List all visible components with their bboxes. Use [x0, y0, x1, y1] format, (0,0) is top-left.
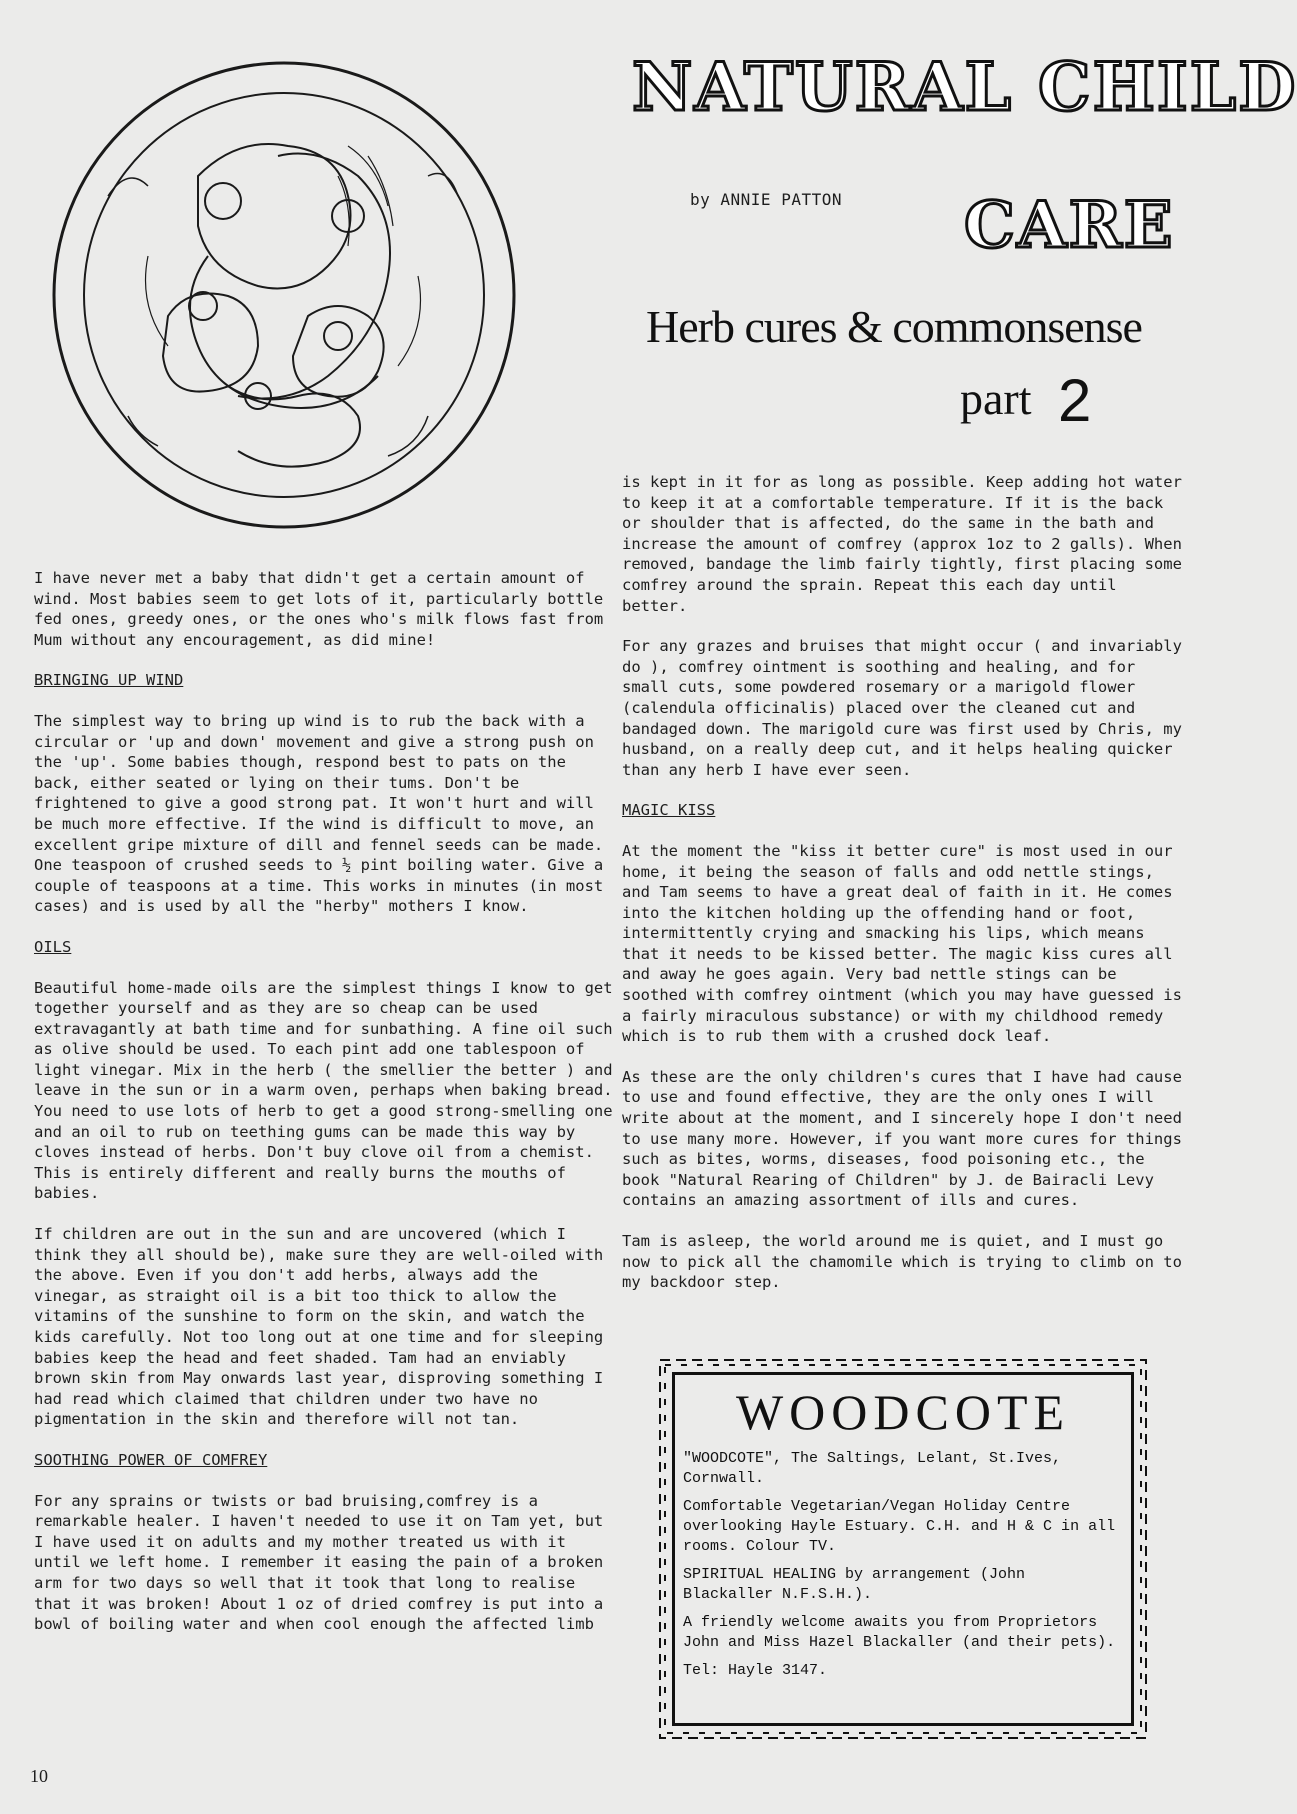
- woodcote-advertisement: [672, 1372, 1134, 1726]
- paragraph-cures: As these are the only children's cures that I have had cause to use and found effective, they are the only ones I will write about at the moment, and I sincerely hope I don't need to use many more. However, if you want more cures for things such as bites, worms, diseases, food poisoning etc., the book "Natural Rearing of Children" by J. de Bairacli Levy contains an amazing assortment of ills and cures.: [622, 1067, 1182, 1210]
- heading-oils: OILS: [34, 937, 72, 956]
- page-number: 10: [30, 1766, 48, 1786]
- mother-and-children-illustration: [48, 56, 520, 534]
- title-care: CARE: [964, 188, 1175, 263]
- paragraph-oils: Beautiful home-made oils are the simplest things I know to get together yourself and as they are so cheap can be used extravagantly at bath time and for sunbathing. A fine oil such as olive should be used. To each pint add one tablespoon of light vinegar. Mix in the herb ( the smellier the better ) and leave in the sun or in a warm oven, perhaps when baking bread. You need to use lots of herb to get a good strong-smelling one and an oil to rub on teething gums can be made this way by cloves instead of herbs. Don't buy clove oil from a chemist. This is entirely different and really burns the mouths of babies.: [34, 978, 613, 1203]
- subtitle: Herb cures & commonsense: [646, 301, 1142, 352]
- title-natural-child: NATURAL CHILD: [632, 48, 1297, 126]
- part-number: 2: [1058, 367, 1092, 434]
- paragraph-kiss: At the moment the "kiss it better cure" is most used in our home, it being the season of falls and odd nettle stings, and Tam seems to have a great deal of faith in it. He comes into the kitchen holding up the offending hand or foot, intermittently crying and smacking his lips, which means that it needs to be kissed better. The magic kiss cures all and away he goes again. Very bad nettle stings can be soothed with comfrey ointment (which you may have guessed is a fairly miraculous substance) or with my childhood remedy which is to rub them with a crushed dock leaf.: [622, 841, 1182, 1046]
- paragraph-closing: Tam is asleep, the world around me is quiet, and I must go now to pick all the chamomile which is trying to climb on to my backdoor step.: [622, 1232, 1182, 1292]
- ad-description: Comfortable Vegetarian/Vegan Holiday Centre overlooking Hayle Estuary. C.H. and H & C in all rooms. Colour TV.: [683, 1498, 1116, 1555]
- heading-magic-kiss: MAGIC KISS: [622, 801, 716, 820]
- ad-telephone: Tel: Hayle 3147.: [683, 1662, 828, 1679]
- heading-bringing-up-wind: BRINGING UP WIND: [34, 671, 184, 690]
- left-column: [34, 568, 614, 1655]
- paragraph-continued: is kept in it for as long as possible. Keep adding hot water to keep it at a comfortable temperature. If it is the back or shoulder that is affected, do the same in the bath and increase the amount of comfrey (approx 1oz to 2 galls). When removed, bandage the limb fairly tightly, first placing some comfrey around the sprain. Repeat this each day until better.: [622, 473, 1182, 615]
- paragraph-sun: If children are out in the sun and are uncovered (which I think they all should be), make sure they are well-oiled with the above. Even if you don't add herbs, always add the vinegar, as straight oil is a bit too thick to allow the vitamins of the sunshine to form on the skin, and watch the kids carefully. Not too long out at one time and for sleeping babies keep the head and feet shaded. Tam had an enviably brown skin from May onwards last year, disproving something I had read which claimed that children under two have no pigmentation in the skin and therefore will not tan.: [34, 1225, 604, 1429]
- byline: by ANNIE PATTON: [690, 190, 842, 209]
- paragraph-intro: I have never met a baby that didn't get a certain amount of wind. Most babies seem to get lots of it, particularly bottle fed ones, greedy ones, or the ones who's milk flows fast from Mum without any encouragement, as did mine!: [34, 569, 604, 649]
- paragraph-wind: The simplest way to bring up wind is to rub the back with a circular or 'up and down' movement and give a strong push on the 'up'. Some babies though, respond best to pats on the back, either seated or lying on their tums. Don't be frightened to give a good strong pat. It won't hurt and will be much more effective. If the wind is difficult to move, an excellent gripe mixture of dill and fennel seeds can be made. One teaspoon of crushed seeds to ½ pint boiling water. Give a couple of teaspoons at a time. This works in minutes (in most cases) and is used by all the "herby" mothers I know.: [34, 711, 604, 916]
- ad-healing: SPIRITUAL HEALING by arrangement (John Blackaller N.F.S.H.).: [683, 1566, 1026, 1603]
- mother-and-children-circle-illustration-icon: [48, 56, 520, 534]
- paragraph-grazes: For any grazes and bruises that might occur ( and invariably do ), comfrey ointment is soothing and healing, and for small cuts, some powdered rosemary or a marigold flower (calendula officinalis) placed over the cleaned cut and bandaged down. The marigold cure was first used by Chris, my husband, on a really deep cut, and it helps healing quicker than any herb I have ever seen.: [622, 637, 1182, 779]
- ad-title: WOODCOTE: [735, 1384, 1071, 1440]
- heading-comfrey: SOOTHING POWER OF COMFREY: [34, 1450, 268, 1469]
- right-column: [622, 472, 1184, 1313]
- ad-welcome: A friendly welcome awaits you from Proprietors John and Miss Hazel Blackaller (and their pets).: [683, 1614, 1116, 1651]
- part-label: part: [960, 373, 1032, 424]
- paragraph-comfrey: For any sprains or twists or bad bruising,comfrey is a remarkable healer. I haven't needed to use it on Tam yet, but I have used it on adults and my mother treated us with it until we left home. I remember it easing the pain of a broken arm for two days so well that it took that long to realise that it was broken! About 1 oz of dried comfrey is put into a bowl of boiling water and when cool enough the affected limb: [34, 1491, 604, 1634]
- ad-address: "WOODCOTE", The Saltings, Lelant, St.Ives, Cornwall.: [683, 1450, 1062, 1487]
